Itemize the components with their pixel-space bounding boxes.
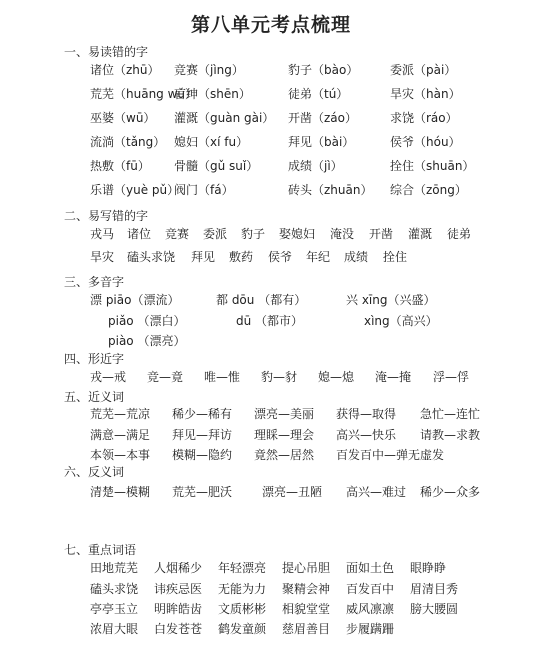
- synonym-pair-item: 荒芜—荒凉: [90, 407, 151, 421]
- key-phrase-item: 磕头求饶: [90, 582, 139, 596]
- polyphonic-entry-item: xìng（高兴）: [364, 314, 438, 328]
- miswritten-word-item: 拴住: [383, 250, 408, 264]
- key-phrase-item: 提心吊胆: [282, 561, 331, 575]
- key-phrase-item: 眼睁睁: [410, 561, 447, 575]
- synonym-pair-item: 高兴—快乐: [336, 428, 397, 442]
- section-heading-polyphonic: 三、多音字: [64, 275, 125, 289]
- similar-char-pair-item: 竞—竟: [147, 370, 184, 384]
- synonym-pair-item: 满意—满足: [90, 428, 151, 442]
- misread-word-item: 盲绅（shēn）: [174, 87, 251, 101]
- misread-word-item: 砖头（zhuān）: [288, 183, 373, 197]
- miswritten-word-item: 诸位: [127, 227, 152, 241]
- misread-word-item: 成绩（jì）: [288, 159, 343, 173]
- misread-word-item: 委派（pài）: [390, 63, 457, 77]
- key-phrase-item: 百发百中: [346, 582, 395, 596]
- antonym-pair-item: 高兴—难过: [346, 485, 407, 499]
- similar-char-pair-item: 唯—惟: [204, 370, 241, 384]
- antonym-pair-item: 清楚—模糊: [90, 485, 151, 499]
- section-heading-key-phrases: 七、重点词语: [64, 543, 137, 557]
- key-phrase-item: 白发苍苍: [154, 622, 203, 636]
- similar-char-pair-item: 戎—戒: [90, 370, 127, 384]
- similar-char-pair-item: 浮—俘: [433, 370, 470, 384]
- misread-word-item: 热敷（fū）: [90, 159, 150, 173]
- miswritten-word-item: 年纪: [306, 250, 331, 264]
- key-phrase-item: 膀大腰圆: [410, 602, 459, 616]
- misread-word-item: 乐谱（yuè pǔ）: [90, 183, 180, 197]
- miswritten-word-item: 敷药: [229, 250, 254, 264]
- synonym-pair-item: 急忙—连忙: [420, 407, 481, 421]
- misread-word-item: 竞赛（jìng）: [174, 63, 244, 77]
- miswritten-word-item: 拜见: [191, 250, 216, 264]
- synonym-pair-item: 模糊—隐约: [172, 448, 233, 462]
- miswritten-word-item: 娶媳妇: [279, 227, 316, 241]
- miswritten-word-item: 豹子: [241, 227, 266, 241]
- polyphonic-entry-item: 都 dōu （都有）: [216, 293, 307, 307]
- key-phrase-item: 慈眉善目: [282, 622, 331, 636]
- misread-word-item: 流淌（tǎng）: [90, 135, 166, 149]
- section-heading-miswritten: 二、易写错的字: [64, 209, 149, 223]
- miswritten-word-item: 成绩: [344, 250, 369, 264]
- miswritten-word-item: 灌溉: [408, 227, 433, 241]
- synonym-pair-item: 请教—求教: [420, 428, 481, 442]
- misread-word-item: 综合（zōng）: [390, 183, 467, 197]
- key-phrase-item: 步履蹒跚: [346, 622, 395, 636]
- synonym-pair-item: 拜见—拜访: [172, 428, 233, 442]
- miswritten-word-item: 淹没: [330, 227, 355, 241]
- miswritten-word-item: 委派: [203, 227, 228, 241]
- key-phrase-item: 田地荒芜: [90, 561, 139, 575]
- misread-word-item: 巫婆（wū）: [90, 111, 156, 125]
- misread-word-item: 拜见（bài）: [288, 135, 355, 149]
- key-phrase-item: 聚精会神: [282, 582, 331, 596]
- antonym-pair-item: 漂亮—丑陋: [262, 485, 323, 499]
- key-phrase-item: 年轻漂亮: [218, 561, 267, 575]
- key-phrase-item: 亭亭玉立: [90, 602, 139, 616]
- misread-word-item: 骨髓（gǔ suǐ）: [174, 159, 259, 173]
- polyphonic-entry-item: piǎo （漂白）: [108, 314, 186, 328]
- similar-char-pair-item: 豹—豺: [261, 370, 298, 384]
- miswritten-word-item: 磕头求饶: [127, 250, 176, 264]
- antonym-pair-item: 荒芜—肥沃: [172, 485, 233, 499]
- misread-word-item: 诸位（zhū）: [90, 63, 160, 77]
- section-heading-antonyms: 六、反义词: [64, 465, 125, 479]
- key-phrase-item: 明眸皓齿: [154, 602, 203, 616]
- miswritten-word-item: 旱灾: [90, 250, 115, 264]
- key-phrase-item: 人烟稀少: [154, 561, 203, 575]
- miswritten-word-item: 戎马: [90, 227, 115, 241]
- key-phrase-item: 眉清目秀: [410, 582, 459, 596]
- misread-word-item: 媳妇（xí fu）: [174, 135, 249, 149]
- miswritten-word-item: 竞赛: [165, 227, 190, 241]
- misread-word-item: 豹子（bào）: [288, 63, 359, 77]
- misread-word-item: 荒芜（huāng wú）: [90, 87, 198, 101]
- misread-word-item: 侯爷（hóu）: [390, 135, 461, 149]
- misread-word-item: 旱灾（hàn）: [390, 87, 461, 101]
- miswritten-word-item: 开凿: [369, 227, 394, 241]
- key-phrase-item: 讳疾忌医: [154, 582, 203, 596]
- section-heading-similar-chars: 四、形近字: [64, 352, 125, 366]
- key-phrase-item: 相貌堂堂: [282, 602, 331, 616]
- key-phrase-item: 威风凛凛: [346, 602, 395, 616]
- key-phrase-item: 浓眉大眼: [90, 622, 139, 636]
- polyphonic-entry-item: dū （都市）: [236, 314, 304, 328]
- synonym-pair-item: 获得—取得: [336, 407, 397, 421]
- antonym-pair-item: 稀少—众多: [420, 485, 481, 499]
- misread-word-item: 阀门（fá）: [174, 183, 234, 197]
- synonym-pair-item: 稀少—稀有: [172, 407, 233, 421]
- section-heading-synonyms: 五、近义词: [64, 390, 125, 404]
- synonym-pair-item: 理睬—理会: [254, 428, 315, 442]
- polyphonic-entry-item: 兴 xīng（兴盛）: [346, 293, 436, 307]
- misread-word-item: 开凿（záo）: [288, 111, 357, 125]
- synonym-pair-item: 百发百中—弹无虚发: [336, 448, 445, 462]
- key-phrase-item: 面如土色: [346, 561, 395, 575]
- similar-char-pair-item: 媳—熄: [318, 370, 355, 384]
- miswritten-word-item: 徒弟: [447, 227, 472, 241]
- section-heading-misread: 一、易读错的字: [64, 45, 149, 59]
- similar-char-pair-item: 淹—掩: [375, 370, 412, 384]
- polyphonic-entry-item: 漂 piāo（漂流）: [90, 293, 180, 307]
- misread-word-item: 求饶（ráo）: [390, 111, 458, 125]
- synonym-pair-item: 本领—本事: [90, 448, 151, 462]
- misread-word-item: 徒弟（tú）: [288, 87, 349, 101]
- miswritten-word-item: 侯爷: [268, 250, 293, 264]
- polyphonic-entry-item: piào （漂亮）: [108, 334, 186, 348]
- page-title: 第八单元考点梳理: [190, 14, 351, 36]
- synonym-pair-item: 竟然—居然: [254, 448, 315, 462]
- key-phrase-item: 文质彬彬: [218, 602, 267, 616]
- misread-word-item: 拴住（shuān）: [390, 159, 475, 173]
- synonym-pair-item: 漂亮—美丽: [254, 407, 315, 421]
- misread-word-item: 灌溉（guàn gài）: [174, 111, 275, 125]
- key-phrase-item: 鹤发童颜: [218, 622, 267, 636]
- key-phrase-item: 无能为力: [218, 582, 267, 596]
